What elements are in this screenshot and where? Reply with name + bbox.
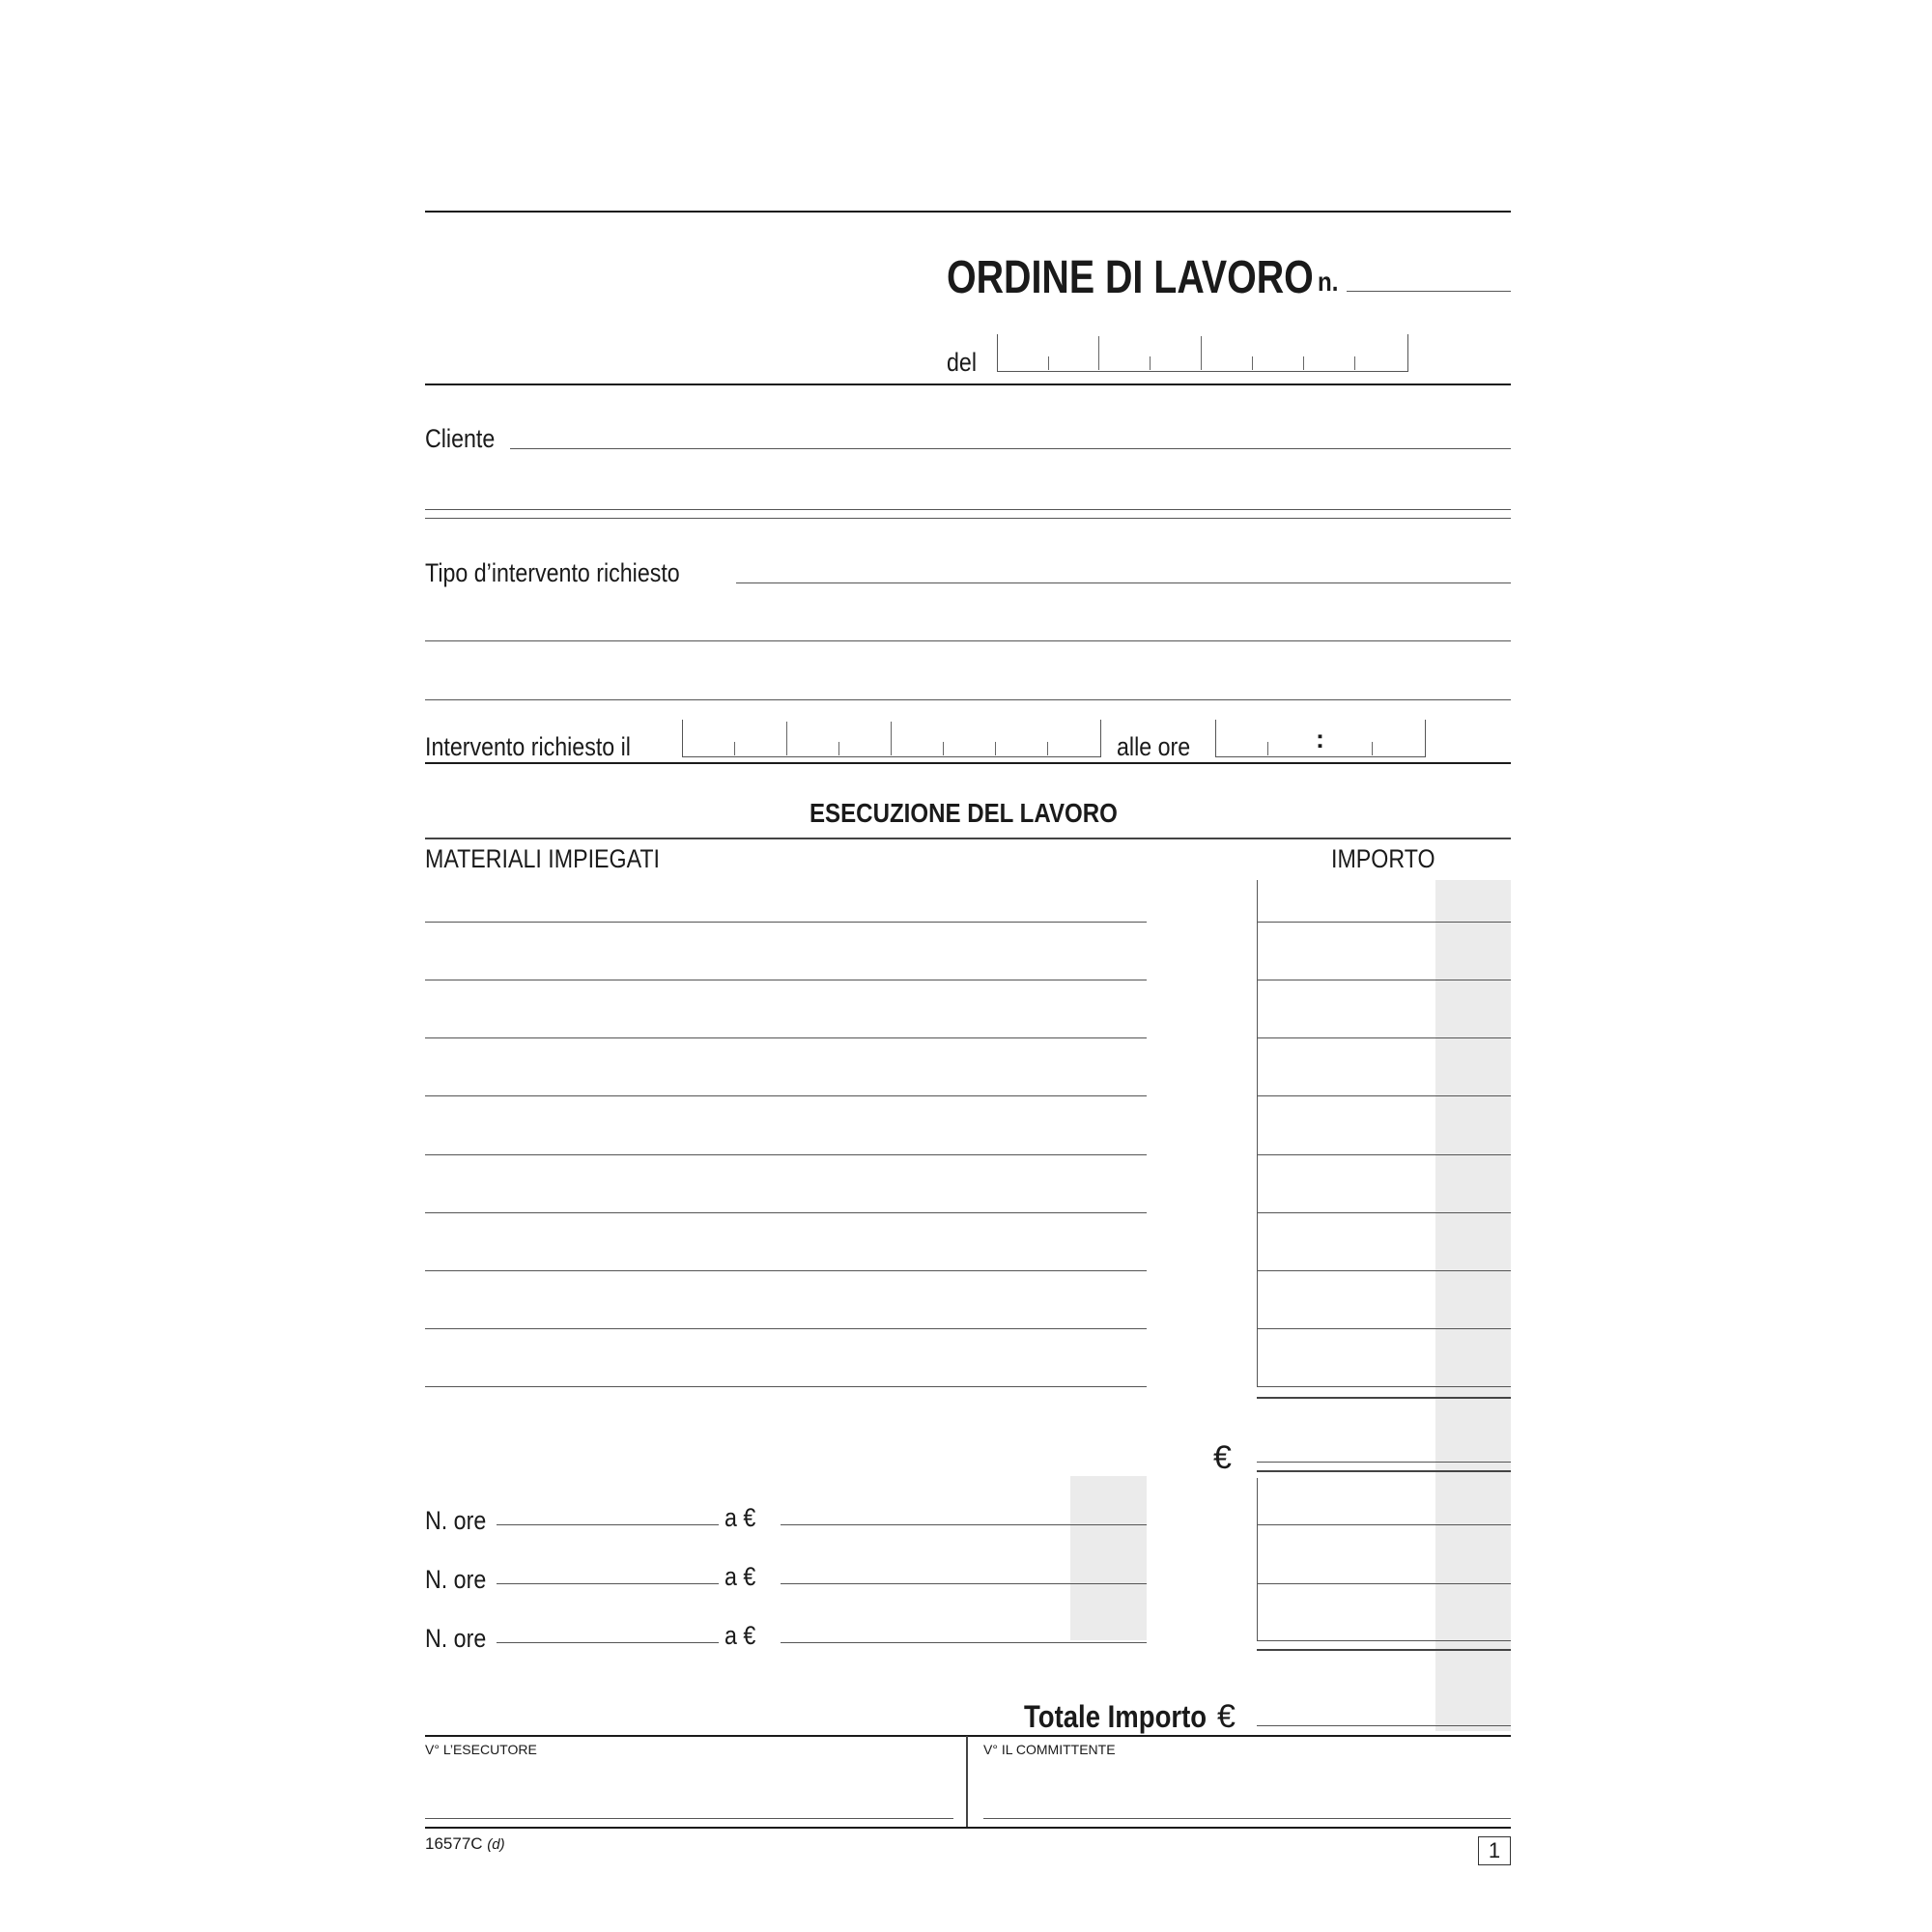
- date-tick: [838, 742, 839, 755]
- amount-row[interactable]: [1257, 1095, 1511, 1096]
- amount-row[interactable]: [1257, 1386, 1511, 1387]
- amount-header: IMPORTO: [1331, 844, 1435, 873]
- hours-field[interactable]: [497, 1524, 719, 1525]
- date-tick: [1048, 356, 1049, 370]
- subtotal-euro-symbol: €: [1213, 1439, 1232, 1476]
- date-tick: [734, 742, 735, 755]
- signature-top-rule: [425, 1735, 1511, 1737]
- date-label: del: [947, 348, 977, 377]
- time-tick: [1267, 742, 1268, 755]
- amount-column-border: [1257, 880, 1258, 1387]
- rate-field[interactable]: [781, 1642, 1147, 1643]
- hours-column-shade: [1070, 1476, 1147, 1640]
- section-rule: [425, 838, 1511, 839]
- client-label: Cliente: [425, 424, 496, 453]
- time-separator: :: [1316, 724, 1324, 753]
- form-code-suffix: (d): [487, 1836, 505, 1853]
- amount-row[interactable]: [1257, 1154, 1511, 1155]
- total-euro-symbol: €: [1217, 1698, 1236, 1735]
- date-tick: [1354, 356, 1355, 370]
- material-row[interactable]: [425, 922, 1147, 923]
- date-tick: [1047, 742, 1048, 755]
- date-tick: [786, 722, 787, 755]
- material-row[interactable]: [425, 1328, 1147, 1329]
- materials-header: MATERIALI IMPIEGATI: [425, 844, 660, 873]
- order-number-field[interactable]: [1347, 291, 1511, 292]
- form-title: ORDINE DI LAVORO: [947, 252, 1314, 303]
- hours-label: N. ore: [425, 1624, 487, 1653]
- amount-row[interactable]: [1257, 1328, 1511, 1329]
- material-row[interactable]: [425, 1095, 1147, 1096]
- material-row[interactable]: [425, 1212, 1147, 1213]
- client-sign-label: V° IL COMMITTENTE: [983, 1742, 1116, 1757]
- materials-subtotal-rule: [1257, 1397, 1511, 1399]
- signature-divider: [966, 1736, 968, 1828]
- top-rule: [425, 211, 1511, 213]
- executor-signature-field[interactable]: [425, 1818, 953, 1819]
- form-code-number: 16577C: [425, 1834, 483, 1853]
- client-bottom-rule: [425, 518, 1511, 519]
- date-tick: [1303, 356, 1304, 370]
- header-rule: [425, 384, 1511, 385]
- amount-row[interactable]: [1257, 1037, 1511, 1038]
- hours-field[interactable]: [497, 1583, 719, 1584]
- rate-label: a €: [724, 1621, 756, 1650]
- materials-subtotal-bottom-rule: [1257, 1470, 1511, 1472]
- amount-row[interactable]: [1257, 922, 1511, 923]
- time-label: alle ore: [1117, 732, 1191, 761]
- material-row[interactable]: [425, 1154, 1147, 1155]
- intervention-date-field[interactable]: [682, 720, 1101, 757]
- section-title: ESECUZIONE DEL LAVORO: [810, 798, 1118, 828]
- materials-subtotal-field[interactable]: [1257, 1462, 1511, 1463]
- material-row[interactable]: [425, 1270, 1147, 1271]
- date-tick: [1150, 356, 1151, 370]
- total-label: Totale Importo: [1024, 1699, 1208, 1734]
- time-tick: [1372, 742, 1373, 755]
- client-field[interactable]: [510, 448, 1511, 449]
- date-tick: [1201, 336, 1202, 370]
- intervention-type-field[interactable]: [736, 582, 1511, 583]
- total-amount-field[interactable]: [1257, 1725, 1511, 1726]
- labor-amount-row[interactable]: [1257, 1524, 1511, 1525]
- labor-amount-row[interactable]: [1257, 1583, 1511, 1584]
- date-tick: [1252, 356, 1253, 370]
- labor-amount-row[interactable]: [1257, 1640, 1511, 1641]
- material-row[interactable]: [425, 1037, 1147, 1038]
- intervention-type-label: Tipo d’intervento richiesto: [425, 558, 680, 587]
- rate-field[interactable]: [781, 1524, 1147, 1525]
- intervention-date-label: Intervento richiesto il: [425, 732, 631, 761]
- material-row[interactable]: [425, 1386, 1147, 1387]
- hours-label: N. ore: [425, 1506, 487, 1535]
- intervention-type-line3[interactable]: [425, 699, 1511, 700]
- client-signature-field[interactable]: [983, 1818, 1511, 1819]
- rate-label: a €: [724, 1562, 756, 1591]
- hours-field[interactable]: [497, 1642, 719, 1643]
- amount-row[interactable]: [1257, 1270, 1511, 1271]
- intervention-bottom-rule: [425, 762, 1511, 764]
- date-tick: [995, 742, 996, 755]
- date-tick: [891, 722, 892, 755]
- form-code: [425, 1835, 505, 1852]
- order-date-field[interactable]: [997, 334, 1408, 372]
- number-label: n.: [1318, 267, 1339, 297]
- client-field-line2[interactable]: [425, 509, 1511, 510]
- page-number: 1: [1478, 1836, 1511, 1865]
- intervention-type-line2[interactable]: [425, 640, 1511, 641]
- date-tick: [1098, 336, 1099, 370]
- labor-amount-border: [1257, 1478, 1258, 1640]
- hours-label: N. ore: [425, 1565, 487, 1594]
- rate-field[interactable]: [781, 1583, 1147, 1584]
- cents-column-shade: [1435, 880, 1511, 1731]
- date-tick: [943, 742, 944, 755]
- executor-label: V° L’ESECUTORE: [425, 1742, 537, 1757]
- signature-bottom-rule: [425, 1827, 1511, 1829]
- amount-row[interactable]: [1257, 1212, 1511, 1213]
- rate-label: a €: [724, 1503, 756, 1532]
- labor-bottom-rule: [1257, 1649, 1511, 1651]
